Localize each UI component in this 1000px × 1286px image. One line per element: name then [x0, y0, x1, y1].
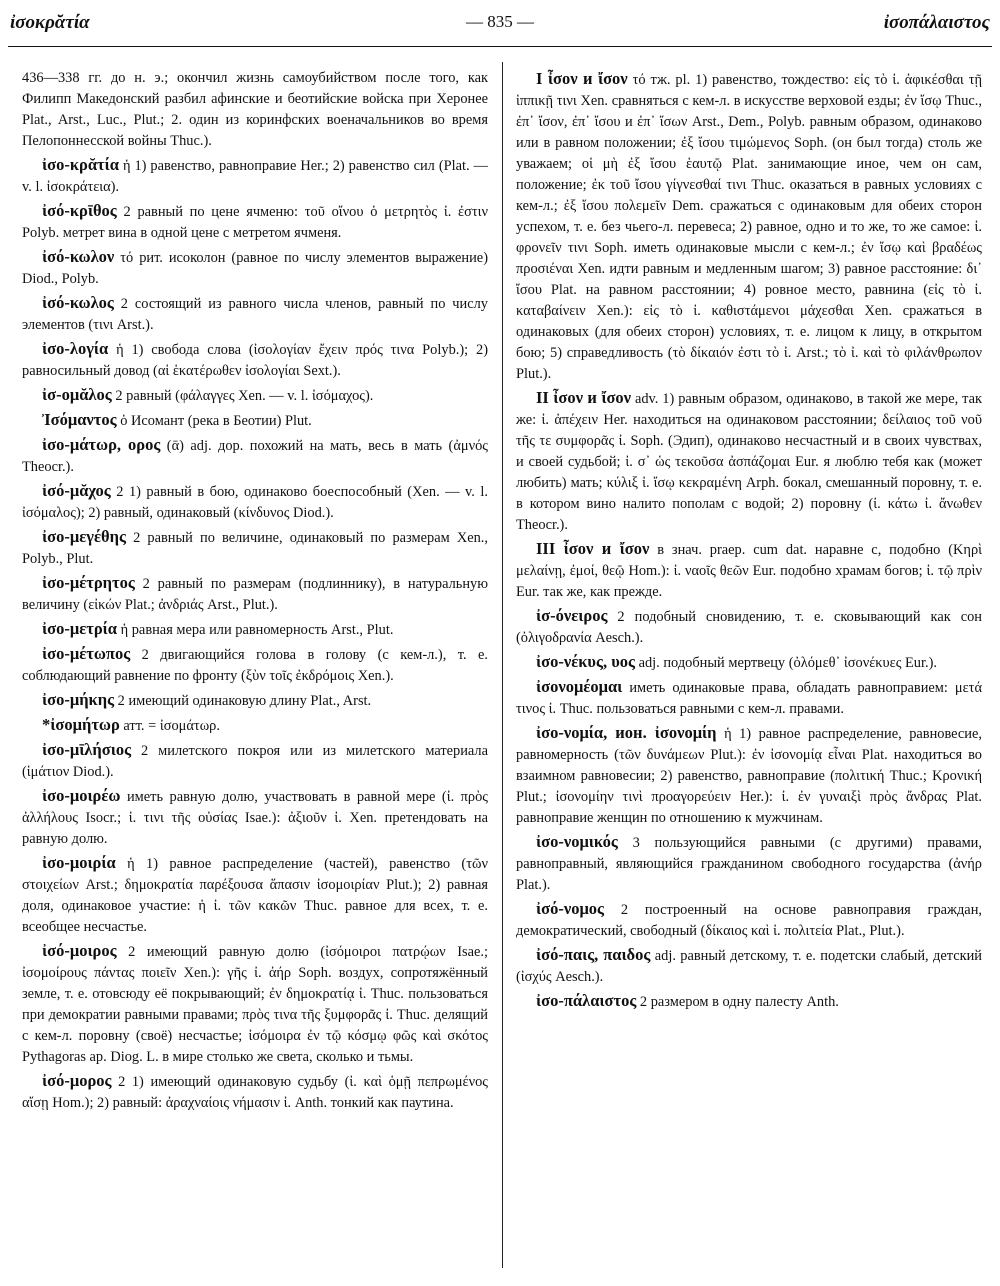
dictionary-entry: [516, 68, 982, 385]
dictionary-entry: [516, 387, 982, 536]
entry-definition: 436—338 гг. до н. э.; окончил жизнь самоубийством после того, как Филипп Македонский разбил афинские и беотийские войска при Херонее Plat., Arst., Luc., Plut.; 2. один из коринфских военачальников во время Пелопоннесской войны Thuc.).: [22, 70, 488, 149]
entry-headword: ἰσο-νομικός: [536, 832, 618, 851]
entry-headword: ἰσο-μέτρητος: [42, 573, 135, 592]
entry-headword: ἰσό-μορος: [42, 1071, 112, 1090]
dictionary-entry: [22, 714, 488, 737]
left-column: [22, 68, 488, 1272]
right-column: [516, 68, 982, 1272]
dictionary-entry: [22, 618, 488, 641]
entry-definition: 2 двигающийся голова в голову (с кем-л.), т. е. соблюдающий равнение по фронту (ξὺν τοῖς ἐκδρόμοις Xen.).: [22, 647, 488, 684]
dictionary-entry: [22, 434, 488, 478]
column-divider: [502, 62, 503, 1268]
entry-headword: ἰσο-μῑλήσιος: [42, 740, 132, 759]
dictionary-entry: [22, 572, 488, 616]
entry-headword: I ἶσον и ἴσον: [536, 69, 628, 88]
running-head: [10, 12, 990, 42]
dictionary-entry: [22, 526, 488, 570]
entry-definition: 2 равный (φάλαγγες Xen. — v. l. ἰσόμαχος).: [115, 388, 374, 404]
entry-definition: τό тж. pl. 1) равенство, тождество: εἰς τὸ ἰ. ἀφικέσθαι τῇ ἱππικῇ τινι Xen. сравняться с кем-л. в искусстве верховой езды; ἐν ἴσῳ Thuc., ἐπ᾽ ἴσον, ἐπ᾽ ἴσου и ἐπ᾽ ἴσων Arst., Dem., Polyb. равным образом, одинаково или в равном положении; ἐξ ἴσου τιμώμενος Soph. (он был тогда) столь же уважаем; οἱ μὴ ἐξ ἴσου ἑαυτῷ Plat. занимающие иное, чем он сам, положение; ἐκ τοῦ ἴσου γίγνεσθαί τινι Thuc. оказаться в равных условиях с кем-л.; ἐξ ἴσου πολεμεῖν Dem. сражаться с одинаковым для обеих сторон успехом, т. е. без чьего-л. перевеса; 2) равное, одно и то же, то же самое: ἰ. φρονεῖν τινι Soph. иметь одинаковые мысли с кем-л.; ἐν ἴσῳ καὶ βραδέως προσιέναι Xen. идти равным и медленным шагом; 3) равное расстояние: δι᾽ ἴσου Plat. на равном расстоянии; 4) ровное место, равнина (εἰς τὸ ἰ. καταβαίνειν Xen.): εἰς τὸ ἰ. καθιστάμενοι μάχεσθαι Xen. сражаться в одинаковых (для обеих сторон) условиях, т. е. лицом к лицу, в открытом бою; 5) справедливость (τὸ δίκαιόν ἐστι τὸ ἰ. Arst.; τὸ ἰ. καὶ τὸ φιλάνθρωπον Plut.).: [516, 72, 982, 382]
entry-definition: иметь одинаковые права, обладать равноправием: μετά τινος ἰ. Thuc. пользоваться равными с кем-л. правами.: [516, 680, 982, 717]
entry-headword: *ἰσομήτωρ: [42, 715, 120, 734]
entry-headword: ἰσο-μάτωρ, ορος: [42, 435, 161, 454]
entry-definition: 2 равный по цене ячменю: τοῦ οἴνου ὁ μετρητὸς ἰ. ἐστιν Polyb. метрет вина в одной цене с метретом ячменя.: [22, 204, 488, 241]
entry-definition: (ᾱ) adj. дор. похожий на мать, весь в мать (ἀμνός Theocr.).: [22, 438, 488, 475]
dictionary-entry: [516, 898, 982, 942]
entry-definition: adj. подобный мертвецу (ὀλόμεθ᾽ ἰσονέκυες Eur.).: [638, 655, 937, 671]
dictionary-entry: [22, 384, 488, 407]
entry-definition: ἡ равная мера или равномерность Arst., Plut.: [120, 622, 394, 638]
entry-definition: атт. = ἰσομάτωρ.: [123, 718, 220, 734]
entry-definition: 2 равный по размерам (подлиннику), в натуральную величину (εἰκών Plat.; ἀνδριάς Arst., Plut.).: [22, 576, 488, 613]
entry-definition: 2 построенный на основе равноправия граждан, демократический, свободный (δίκαιος καὶ ἰ. πολιτεία Plat., Plut.).: [516, 902, 982, 939]
dictionary-entry: [22, 1070, 488, 1114]
entry-headword: ἰσό-κωλος: [42, 293, 114, 312]
entry-definition: в знач. praep. cum dat. наравне с, подобно (Κηρὶ μελαίνῃ, ἐμοί, θεῷ Hom.): ἰ. ναοῖς θεῶν Eur. подобно храмам богов; ἰ. τῷ πρὶν Eur. так же, как прежде.: [516, 542, 982, 600]
dictionary-entry: [516, 605, 982, 649]
dictionary-entry: [516, 944, 982, 988]
entry-definition: 3 пользующийся равными (с другими) правами, равноправный, являющийся гражданином свободного государства (ἀνήρ Plat.).: [516, 835, 982, 893]
entry-definition: 2 1) равный в бою, одинаково боеспособный (Xen. — v. l. ἰσόμαλος); 2) равный, одинаковый (κίνδυνος Diod.).: [22, 484, 488, 521]
dictionary-entry: [22, 480, 488, 524]
entry-headword: ἰσο-νέκυς, υος: [536, 652, 635, 671]
header-rule: [8, 46, 992, 47]
entry-definition: ἡ 1) свобода слова (ἰσολογίαν ἔχειν πρός τινα Polyb.); 2) равносильный довод (αἱ ἑκατέρωθεν ἰσολογίαι Sext.).: [22, 342, 488, 379]
entry-headword: ἰσο-μέτωπος: [42, 644, 131, 663]
entry-headword: ἰσ-ομᾰλος: [42, 385, 112, 404]
entry-definition: ἡ 1) равенство, равноправие Her.; 2) равенство сил (Plat. — v. l. ἰσοκράτεια).: [22, 158, 488, 195]
last-headword: ἰσοπάλαιστος: [883, 12, 990, 33]
entry-definition: ὁ Исомант (река в Беотии) Plut.: [120, 413, 312, 429]
entry-headword: ἰσό-νομος: [536, 899, 605, 918]
entry-definition: 2 1) имеющий одинаковую судьбу (ἰ. καὶ ὁμῇ πεπρωμένος αἴσῃ Hom.); 2) равный: ἀραχναίοις νήμασιν ἰ. Anth. тонкий как паутина.: [22, 1074, 488, 1111]
dictionary-entry: [22, 739, 488, 783]
entry-headword: ἰσό-μοιρος: [42, 941, 117, 960]
entry-definition: adj. равный детскому, т. е. подетски слабый, детский (ἰσχύς Aesch.).: [516, 948, 982, 985]
entry-headword: ἰσ-όνειρος: [536, 606, 608, 625]
entry-headword: ἰσό-μᾰχος: [42, 481, 111, 500]
dictionary-entry: [22, 68, 488, 152]
entry-definition: 2 равный по величине, одинаковый по размерам Xen., Polyb., Plut.: [22, 530, 488, 567]
entry-definition: 2 состоящий из равного числа членов, равный по числу элементов (τινι Arst.).: [22, 296, 488, 333]
entry-definition: иметь равную долю, участвовать в равной мере (ἰ. πρὸς ἀλλήλους Isocr.; ἰ. τινι τῆς οὐσίας Isae.): ἀξιοῦν ἰ. Xen. претендовать на равную долю.: [22, 789, 488, 847]
dictionary-entry: [22, 338, 488, 382]
entry-headword: ἰσο-μήκης: [42, 690, 115, 709]
entry-definition: 2 размером в одну палесту Anth.: [639, 994, 839, 1010]
entry-headword: ἰσο-λογία: [42, 339, 109, 358]
dictionary-entry: [22, 689, 488, 712]
entry-headword: Ἰσόμαντος: [42, 410, 117, 429]
dictionary-entry: [516, 722, 982, 829]
dictionary-entry: [516, 831, 982, 896]
entry-definition: adv. 1) равным образом, одинаково, в такой же мере, так же: ἰ. ἀπέχειν Her. находиться на одинаковом расстоянии; δείλαιος τοῦ νοῦ τῆς τε συμφορᾶς ἰ. Soph. (Эдип), одинаково несчастный и в своих чувствах, и своей судьбой; ἰ. σ᾽ ὡς τεκοῦσα ἀσπάζομαι Eur. я люблю тебя как (может любить) мать; κύλιξ ἰ. ἴσῳ κεκραμένη Arph. бокал, смешанный поровну, т. е. в котором вино налито пополам с водой; 2) поровну (ἰ. κάτω ἰ. ἄνωθεν Theocr.).: [516, 391, 982, 533]
entry-definition: 2 имеющий равную долю (ἰσόμοιροι πατρῴων Isae.; ἰσομοίρους πάντας ποιεῖν Xen.): γῆς ἰ. ἀήρ Soph. воздух, сопротяжённый земле, т. е. отовсюду её покрывающий; ἐν δημοκρατίᾳ ἰ. Thuc. пользоваться при демократии равными правами; πρὸς τινα τῆς ξυμφορᾶς ἰ. Thuc. делящий с кем-л. поровну (своё) несчастье; ἰσόμοιρα ἐν τῷ κόσμῳ φῶς καὶ σκότος Pythagoras ap. Diog. L. в мире столько же света, сколько и тьмы.: [22, 944, 488, 1065]
entry-headword: II ἶσον и ἴσον: [536, 388, 632, 407]
entry-headword: ἰσο-νομία, ион. ἰσονομίη: [536, 723, 717, 742]
dictionary-entry: [22, 643, 488, 687]
dictionary-entry: [22, 154, 488, 198]
entry-headword: III ἶσον и ἴσον: [536, 539, 650, 558]
entry-headword: ἰσο-μοιρία: [42, 853, 116, 872]
dictionary-entry: [22, 292, 488, 336]
entry-definition: ἡ 1) равное распределение (частей), равенство (τῶν στοιχείων Arst.; δημοκρατία παρέξουσα ἅπασιν ἰσομοιρίαν Plut.); 2) равная доля, одинаковое участие: ἡ ἰ. τῶν κακῶν Thuc. равное для всех, т. е. всеобщее несчастье.: [22, 856, 488, 935]
dictionary-entry: [22, 940, 488, 1068]
dictionary-entry: [516, 651, 982, 674]
entry-definition: τό рит. исоколон (равное по числу элементов выражение) Diod., Polyb.: [22, 250, 488, 287]
entry-definition: ἡ 1) равное распределение, равновесие, равномерность (τῶν δυνάμεων Plut.): ἐν ἰσονομίᾳ εἶναι Plat. находиться во взаимном равновесии; 2) равенство, равноправие (πολιτική Thuc.; Κρονική Plut.; ἰσονομίην τινὶ προαγορεύειν Her.): ἰ. ἐν γυναιξὶ πρὸς ἄνδρας Plat. равноправие женщин по отношению к мужчинам.: [516, 726, 982, 826]
entry-headword: ἰσονομέομαι: [536, 677, 623, 696]
entry-definition: 2 имеющий одинаковую длину Plat., Arst.: [117, 693, 372, 709]
dictionary-entry: [22, 200, 488, 244]
dictionary-entry: [516, 538, 982, 603]
entry-headword: ἰσό-κρῑθος: [42, 201, 117, 220]
entry-definition: 2 милетского покроя или из милетского материала (ἱμάτιον Diod.).: [22, 743, 488, 780]
entry-headword: ἰσο-μετρία: [42, 619, 117, 638]
entry-headword: ἰσό-κωλον: [42, 247, 115, 266]
entry-headword: ἰσο-μοιρέω: [42, 786, 121, 805]
entry-headword: ἰσο-κρᾰτία: [42, 155, 119, 174]
first-headword: ἰσοκρᾰτία: [10, 12, 90, 33]
dictionary-entry: [22, 852, 488, 938]
entry-headword: ἰσο-μεγέθης: [42, 527, 126, 546]
entry-headword: ἰσο-πάλαιστος: [536, 991, 637, 1010]
dictionary-entry: [22, 785, 488, 850]
dictionary-entry: [22, 246, 488, 290]
page-number: — 835 —: [466, 12, 534, 31]
dictionary-entry: [516, 676, 982, 720]
entry-headword: ἰσό-παις, παιδος: [536, 945, 651, 964]
dictionary-entry: [22, 409, 488, 432]
dictionary-entry: [516, 990, 982, 1013]
entry-definition: 2 подобный сновидению, т. е. сковывающий как сон (ὀλιγοδρανία Aesch.).: [516, 609, 982, 646]
